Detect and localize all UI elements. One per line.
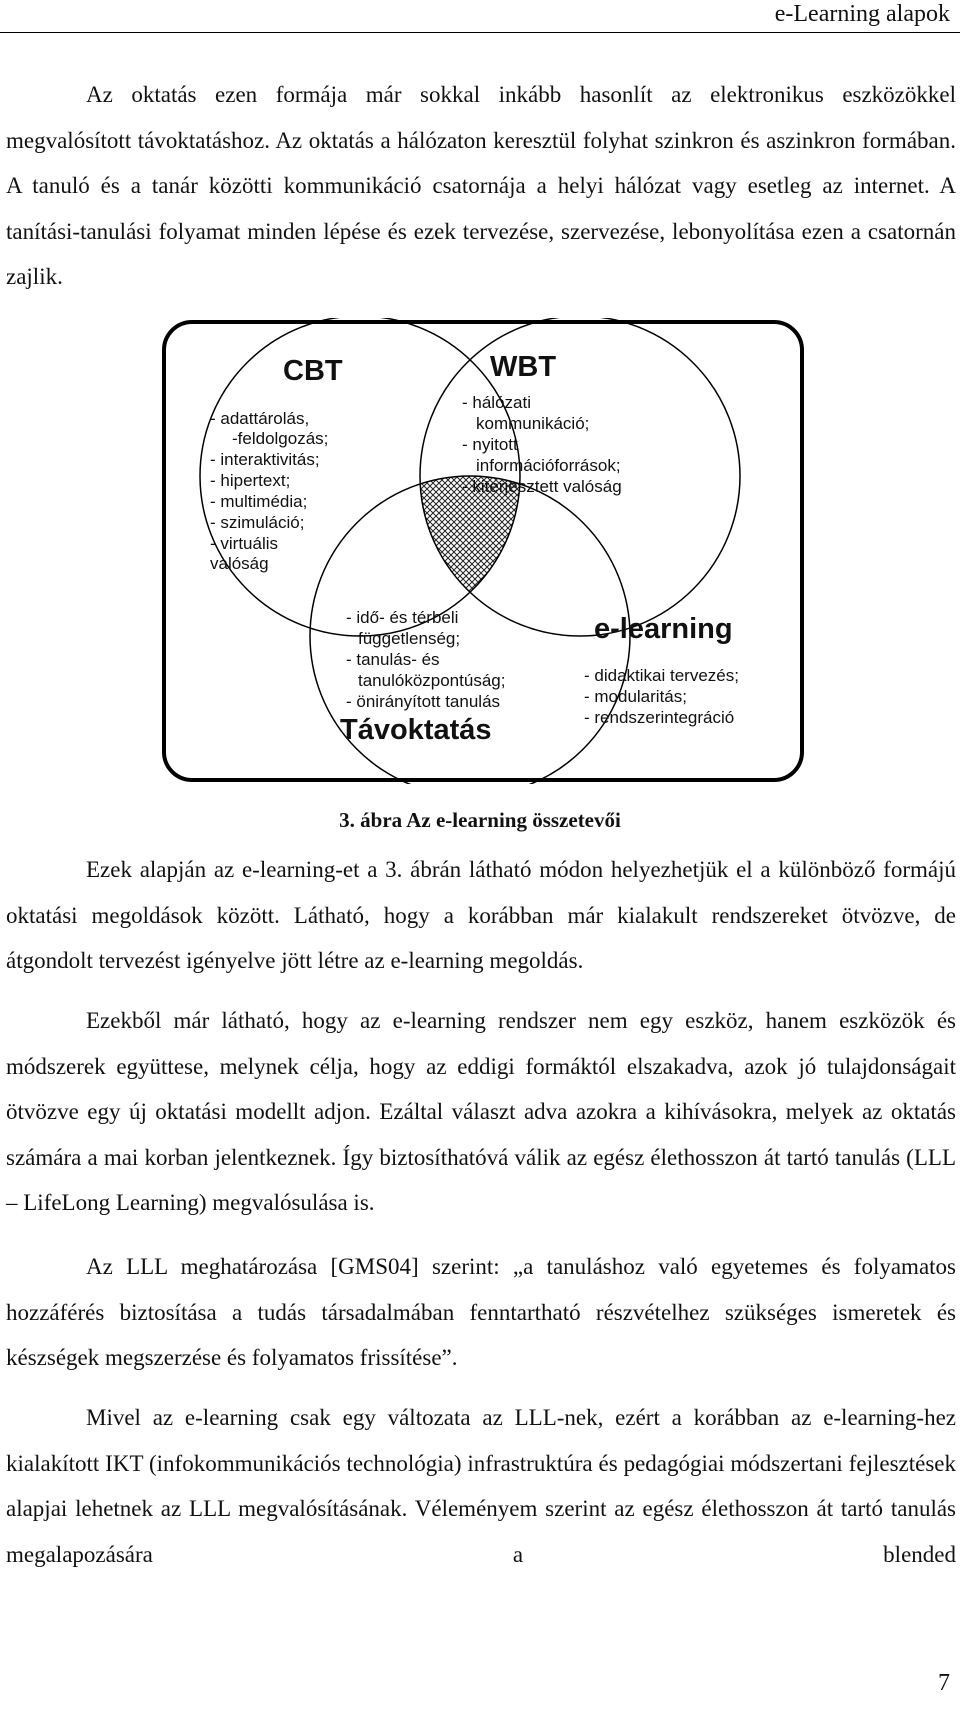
wbt-line: - nyitott bbox=[462, 435, 518, 454]
tavoktatas-line: tanulóközpontúság; bbox=[358, 671, 506, 690]
paragraph-1: Az oktatás ezen formája már sokkal inkább hasonlít az elektronikus eszközökkel megvalósított távoktatáshoz. Az oktatás a hálózaton keresztül folyhat szinkron és aszinkron formában. A tanuló és a tanár közötti kommunikáció csatornája a helyi hálózat vagy esetleg az internet. A tanítási-tanulási folyamat minden lépése és ezek tervezése, szervezése, lebonyolítása ezen a csatornán zajlik. bbox=[6, 82, 956, 289]
cbt-line: - multimédia; bbox=[210, 492, 308, 511]
header-title: e-Learning alapok bbox=[774, 1, 950, 27]
elearning-line: - didaktikai tervezés; bbox=[584, 666, 739, 685]
wbt-line: kommunikáció; bbox=[476, 414, 590, 433]
page-header bbox=[0, 0, 960, 34]
tavoktatas-line: - idő- és térbeli bbox=[346, 608, 459, 627]
elearning-line: - modularitás; bbox=[584, 687, 687, 706]
cbt-line: valóság bbox=[210, 554, 269, 573]
cbt-line: - szimuláció; bbox=[210, 513, 305, 532]
wbt-line: - hálózati bbox=[462, 393, 531, 412]
wbt-line: információforrások; bbox=[476, 456, 621, 475]
wbt-title: WBT bbox=[490, 351, 557, 383]
paragraph-2: Ezek alapján az e-learning-et a 3. ábrán látható módon helyezhetjük el a különböző formájú oktatási megoldások között. Látható, hogy a korábban már kialakult rendszereket ötvözve, de átgondolt tervezést igényelve jött létre az e-learning megoldás. bbox=[6, 857, 956, 973]
cbt-line: - interaktivitás; bbox=[210, 450, 320, 469]
paragraph-4: Az LLL meghatározása [GMS04] szerint: „a tanuláshoz való egyetemes és folyamatos hozzáférés biztosítása a tudás társadalmában fenntartható részvételhez szükséges ismeretek és készségek megszerzése és folyamatos frissítése”. bbox=[6, 1254, 956, 1370]
paragraph-5: Mivel az e-learning csak egy változata az LLL-nek, ezért a korábban az e-learning-hez kialakított IKT (infokommunikációs technológia) infrastruktúra és pedagógiai módszertani fejlesztések alapjai lehetnek az LLL megvalósításának. Véleményem szerint az egész élethosszon át tartó tanulás megalapozására a blended bbox=[6, 1405, 956, 1567]
header-divider bbox=[0, 32, 960, 33]
cbt-line: - hipertext; bbox=[210, 471, 291, 490]
wbt-line: - kiterjesztett valóság bbox=[462, 477, 622, 496]
figure-caption: 3. ábra Az e-learning összetevői bbox=[339, 808, 621, 832]
tavoktatas-title: Távoktatás bbox=[340, 714, 492, 746]
elearning-title: e-learning bbox=[594, 613, 733, 645]
cbt-line: - virtuális bbox=[210, 534, 279, 553]
cbt-title: CBT bbox=[283, 355, 343, 387]
venn-diagram bbox=[160, 318, 806, 784]
venn-diagram-figure bbox=[160, 318, 806, 784]
cbt-line: - adattárolás, bbox=[210, 409, 310, 428]
tavoktatas-line: függetlenség; bbox=[358, 629, 461, 648]
cbt-line: -feldolgozás; bbox=[232, 429, 329, 448]
tavoktatas-line: - önirányított tanulás bbox=[346, 692, 501, 711]
page-number: 7 bbox=[938, 1670, 950, 1696]
tavoktatas-line: - tanulás- és bbox=[346, 650, 440, 669]
paragraph-3: Ezekből már látható, hogy az e-learning rendszer nem egy eszköz, hanem eszközök és módszerek együttese, melynek célja, hogy az eddigi formáktól elszakadva, azok jó tulajdonságait ötvözve egy új oktatási modellt adjon. Ezáltal választ adva azokra a kihívásokra, melyek az oktatás számára a mai korban jelentkeznek. Így biztosíthatóvá válik az egész élethosszon át tartó tanulás (LLL – LifeLong Learning) megvalósulása is. bbox=[6, 1008, 956, 1215]
elearning-line: - rendszerintegráció bbox=[584, 708, 735, 727]
